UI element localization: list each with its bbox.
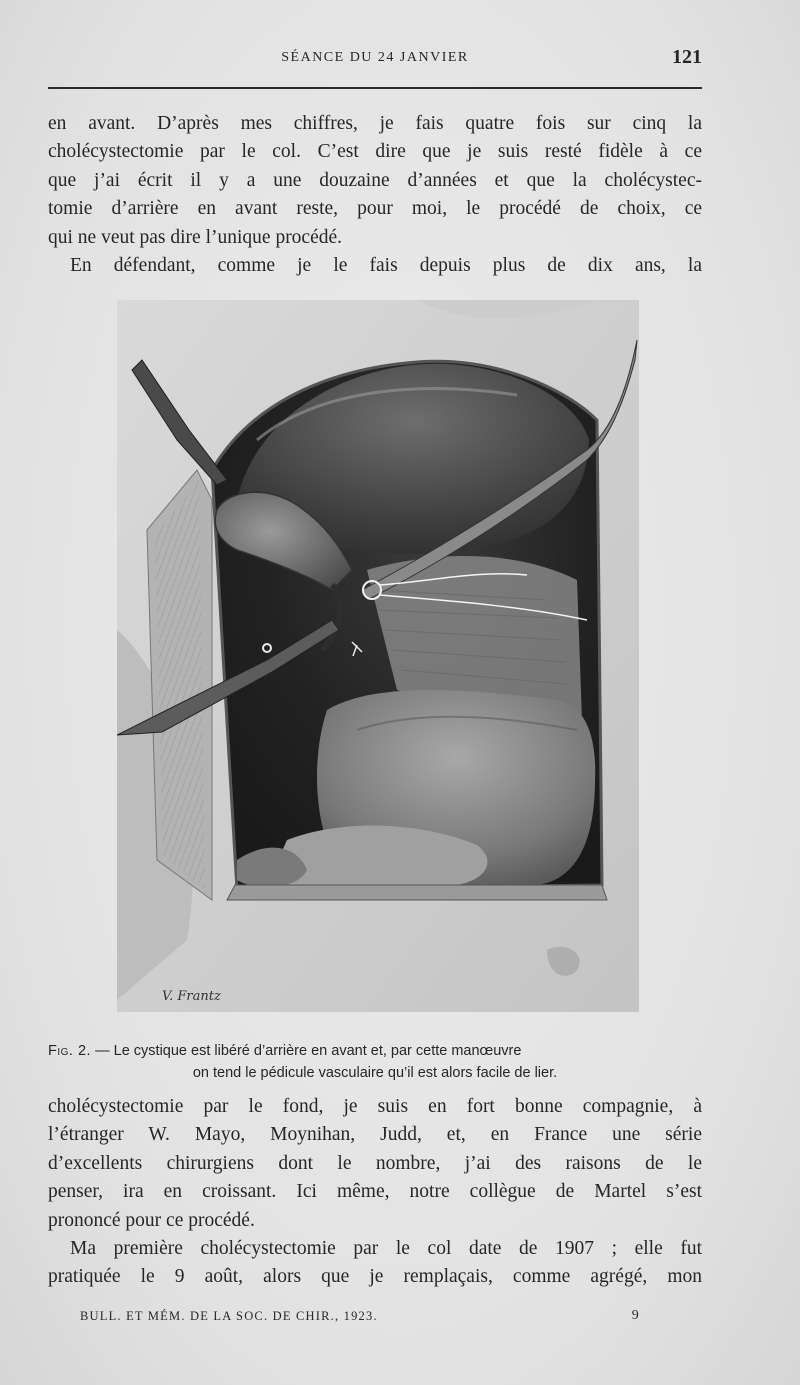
text-line: qui ne veut pas dire l’unique procédé.	[48, 226, 343, 248]
caption-text: — Le cystique est libéré d’arrière en avant et, par cette manœuvre	[91, 1043, 522, 1059]
figure-label: Fig. 2.	[48, 1043, 92, 1059]
text-line: En défendant, comme je le fais depuis plus de dix ans, la	[70, 255, 702, 277]
text-line: d’excellents chirurgiens dont le nombre, j’ai des raisons de le	[48, 1152, 702, 1174]
page-footer	[80, 1309, 640, 1329]
caption-line: on tend le pédicule vasculaire qu’il est alors facile de lier.	[192, 1065, 558, 1081]
text-line: cholécystectomie par le col. C’est dire que je suis resté fidèle à ce	[48, 141, 702, 163]
text-line: penser, ira en croissant. Ici même, notre collègue de Martel s’est	[48, 1181, 702, 1203]
text-line: l’étranger W. Mayo, Moynihan, Judd, et, en France une série	[48, 1124, 702, 1146]
page-number: 121	[672, 46, 702, 68]
bottom-paragraph	[48, 1093, 702, 1292]
text-line: tomie d’arrière en avant reste, pour moi, le procédé de choix, ce	[48, 198, 702, 220]
signature-mark: 9	[631, 1308, 640, 1323]
illustrator-signature: V. Frantz	[162, 989, 221, 1004]
surgical-illustration	[117, 300, 639, 1012]
header-rule	[48, 87, 702, 89]
text-line: prononcé pour ce procédé.	[48, 1209, 255, 1231]
figure-caption	[48, 1040, 702, 1084]
caption-line	[48, 1040, 702, 1062]
text-line: en avant. D’après mes chiffres, je fais quatre fois sur cinq la	[48, 113, 702, 134]
journal-reference: BULL. ET MÉM. DE LA SOC. DE CHIR., 1923.	[80, 1309, 378, 1323]
text-line: pratiquée le 9 août, alors que je remplaçais, comme agrégé, mon	[48, 1266, 702, 1288]
running-head	[48, 46, 702, 72]
text-line: que j’ai écrit il y a une douzaine d’années et que la cholécystec-	[48, 169, 702, 191]
text-line: cholécystectomie par le fond, je suis en fort bonne compagnie, à	[48, 1096, 702, 1117]
text-line: Ma première cholécystectomie par le col date de 1907 ; elle fut	[70, 1238, 702, 1260]
surgical-illustration-drawing	[117, 300, 639, 1012]
top-paragraph	[48, 110, 702, 280]
running-title: SÉANCE DU 24 JANVIER	[281, 50, 469, 65]
